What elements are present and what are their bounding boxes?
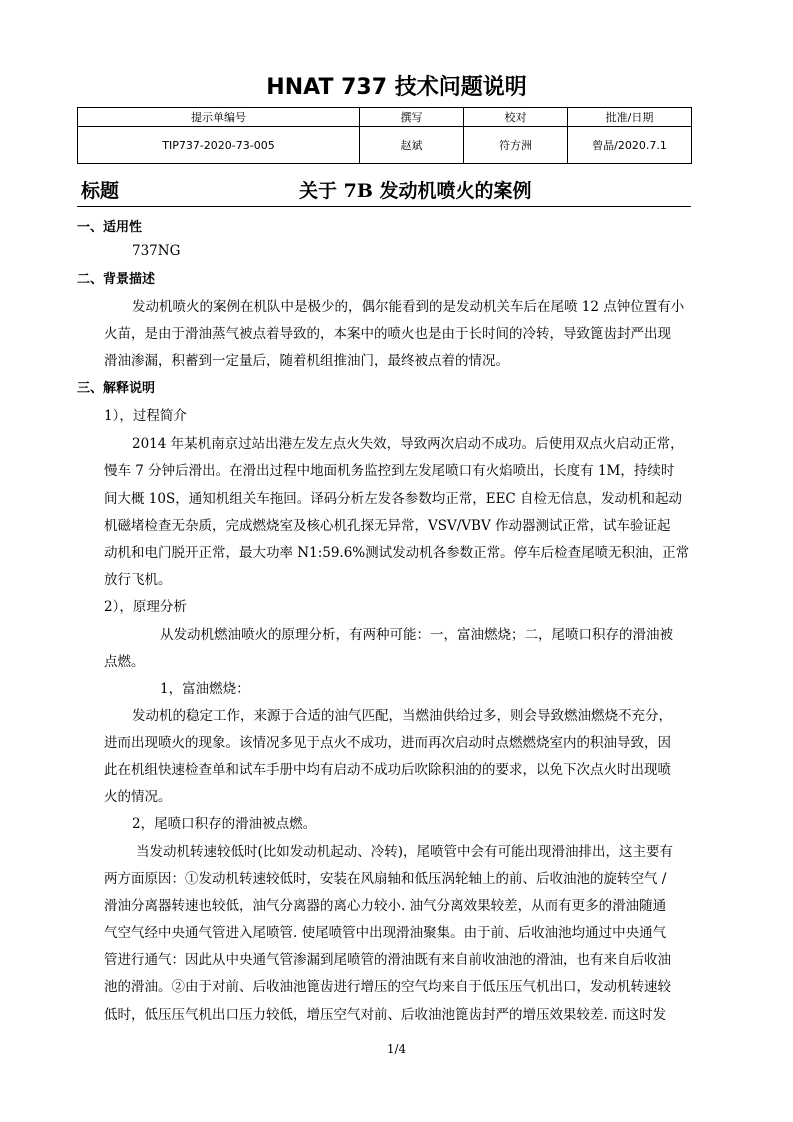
paragraph-line: 气空气经中央通气管进入尾喷管. 使尾喷管中出现滑油聚集。由于前、后收油池均通过中央通气 xyxy=(104,925,667,941)
subject-divider xyxy=(77,206,691,207)
tip-info-table xyxy=(77,107,692,164)
applicability-value: 737NG xyxy=(132,243,181,259)
document-title: HNAT 737 技术问题说明 xyxy=(266,75,527,100)
point-rich-burn: 1，富油燃烧： xyxy=(160,681,250,697)
subject-label: 标题 xyxy=(81,180,120,202)
paragraph-line: 发动机的稳定工作，来源于合适的油气匹配，当燃油供给过多，则会导致燃油燃烧不充分， xyxy=(132,708,672,724)
paragraph-line: 动机和电门脱开正常，最大功率 N1:59.6%测试发动机各参数正常。停车后检查尾喷无积油，正常 xyxy=(104,545,690,561)
paragraph-line: 机磁堵检查无杂质，完成燃烧室及核心机孔探无异常，VSV/VBV 作动器测试正常，试车验证起 xyxy=(104,518,671,534)
section-heading-applicability: 一、适用性 xyxy=(77,220,143,235)
paragraph-line: 放行飞机。 xyxy=(104,572,172,588)
header-tip-number: 提示单编号 xyxy=(78,108,360,127)
table-header-row xyxy=(78,108,692,127)
subject-text: 关于 7B 发动机喷火的案例 xyxy=(299,180,532,202)
header-author: 撰写 xyxy=(360,108,464,127)
paragraph-line: 当发动机转速较低时(比如发动机起动、冷转)，尾喷管中会有可能出现滑油排出，这主要有 xyxy=(136,844,674,860)
section-heading-background: 二、背景描述 xyxy=(77,272,156,287)
subsection-process: 1），过程简介 xyxy=(104,408,187,424)
reviewer: 符方洲 xyxy=(464,127,568,164)
paragraph-line: 低时，低压压气机出口压力较低，增压空气对前、后收油池篦齿封严的增压效果较差. 而这时发 xyxy=(104,1007,667,1023)
paragraph-line: 火的情况。 xyxy=(104,789,172,805)
paragraph-line: 间大概 10S，通知机组关车拖回。译码分析左发各参数均正常，EEC 自检无信息，发动机和起动 xyxy=(104,491,683,507)
page-number: 1/4 xyxy=(386,1042,407,1056)
section-heading-explanation: 三、解释说明 xyxy=(77,381,156,396)
paragraph-line: 两方面原因：①发动机转速较低时，安装在风扇轴和低压涡轮轴上的前、后收油池的旋转空气 / xyxy=(104,871,667,887)
tip-number: TIP737-2020-73-005 xyxy=(78,127,360,164)
paragraph-line: 管进行通气：因此从中央通气管渗漏到尾喷管的滑油既有来自前收油池的滑油，也有来自后收油 xyxy=(104,952,671,968)
paragraph-line: 池的滑油。②由于对前、后收油池篦齿进行增压的空气均来自于低压压气机出口，发动机转速较 xyxy=(104,979,671,995)
paragraph-line: 点燃。 xyxy=(104,654,145,670)
paragraph-line: 从发动机燃油喷火的原理分析，有两种可能：一，富油燃烧；二，尾喷口积存的滑油被 xyxy=(160,627,673,643)
paragraph-line: 滑油渗漏，积蓄到一定量后，随着机组推油门，最终被点着的情况。 xyxy=(104,353,509,369)
table-row xyxy=(78,127,692,164)
subject-row xyxy=(77,176,691,204)
subsection-principle: 2），原理分析 xyxy=(104,599,187,615)
approval-date: 曾晶/2020.7.1 xyxy=(568,127,692,164)
paragraph-line: 火苗，是由于滑油蒸气被点着导致的，本案中的喷火也是由于长时间的冷转，导致篦齿封严出现 xyxy=(104,326,671,342)
paragraph-line: 发动机喷火的案例在机队中是极少的，偶尔能看到的是发动机关车后在尾喷 12 点钟位置有小 xyxy=(132,299,685,315)
paragraph-line: 滑油分离器转速也较低，油气分离器的离心力较小. 油气分离效果较差，从而有更多的滑油随通 xyxy=(104,898,667,914)
header-approval-date: 批准/日期 xyxy=(568,108,692,127)
paragraph-line: 慢车 7 分钟后滑出。在滑出过程中地面机务监控到左发尾喷口有火焰喷出，长度有 1M，持续时 xyxy=(104,463,675,479)
point-oil-ignited: 2，尾喷口积存的滑油被点燃。 xyxy=(132,816,317,832)
header-reviewer: 校对 xyxy=(464,108,568,127)
author: 赵斌 xyxy=(360,127,464,164)
paragraph-line: 此在机组快速检查单和试车手册中均有启动不成功后吹除积油的的要求，以免下次点火时出现喷 xyxy=(104,762,671,778)
paragraph-line: 2014 年某机南京过站出港左发左点火失效，导致两次启动不成功。后使用双点火启动正常， xyxy=(132,436,684,452)
paragraph-line: 进而出现喷火的现象。该情况多见于点火不成功，进而再次启动时点燃燃烧室内的积油导致，因 xyxy=(104,735,671,751)
